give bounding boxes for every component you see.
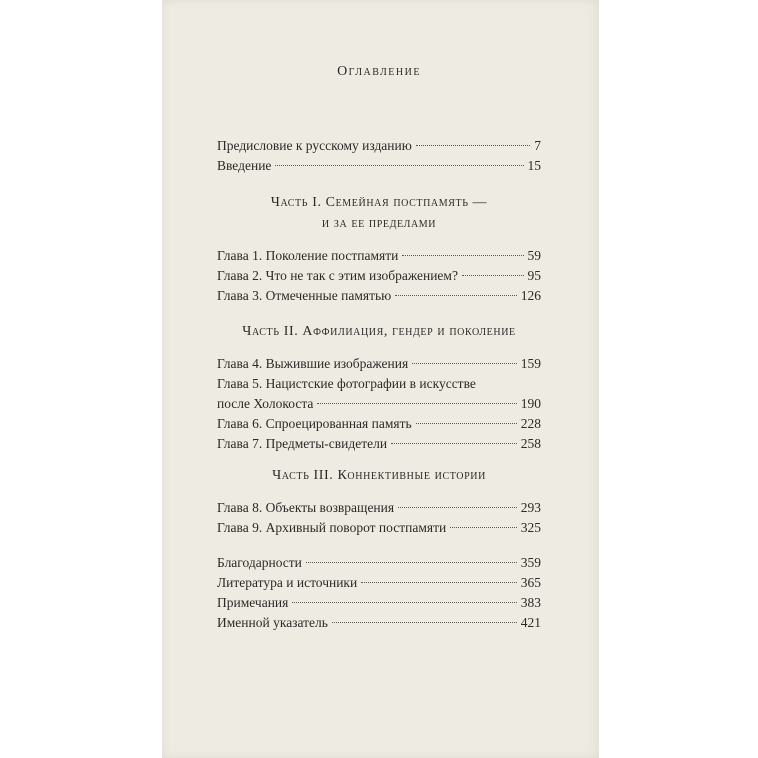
dot-leader [416,423,517,424]
toc-entry[interactable] [217,573,541,593]
part-1-chapter-list [217,246,541,306]
entry-page: 383 [520,595,541,610]
dot-leader [317,403,516,404]
entry-label: Глава 5. Нацистские фотографии в искусстве [217,376,476,391]
entry-page: 59 [527,248,541,263]
entry-label: Глава 1. Поколение постпамяти [217,248,399,263]
entry-page: 365 [520,575,541,590]
entry-label: Глава 8. Объекты возвращения [217,500,395,515]
entry-page: 325 [520,520,541,535]
dot-leader [450,527,517,528]
dot-leader [398,507,517,508]
entry-label: Глава 7. Предметы-свидетели [217,436,388,451]
entry-label: Предисловие к русскому изданию [217,138,412,153]
part-1-heading [217,192,541,234]
book-page [162,0,599,758]
part-3-heading [217,465,541,486]
front-matter-list [217,136,541,176]
toc-entry[interactable] [217,246,541,266]
toc-entry[interactable] [217,286,541,306]
dot-leader [395,295,517,296]
dot-leader [391,443,517,444]
dot-leader [416,145,530,146]
part-1-title-line-1: Часть I. Семейная постпамять — [270,195,488,210]
toc-entry-line-2[interactable] [217,394,541,414]
toc-entry[interactable] [217,613,541,633]
entry-page: 159 [520,356,541,371]
entry-label: Введение [217,158,272,173]
toc-entry[interactable] [217,136,541,156]
entry-label: Глава 2. Что не так с этим изображением? [217,268,458,283]
part-3-chapter-list [217,498,541,538]
entry-page: 126 [520,288,541,303]
entry-page: 359 [520,555,541,570]
part-2-chapter-list [217,354,541,454]
toc-entry[interactable] [217,518,541,538]
entry-label: Глава 6. Спроецированная память [217,416,412,431]
part-2-title-line-1: Часть II. Аффилиация, гендер и поколение [242,324,516,339]
part-2-heading [217,321,541,342]
dot-leader [292,602,516,603]
entry-page: 15 [527,158,541,173]
part-1-title-line-2: и за ее пределами [321,216,437,231]
entry-page: 190 [520,396,541,411]
toc-entry[interactable] [217,498,541,518]
toc-entry[interactable] [217,354,541,374]
toc-entry[interactable] [217,266,541,286]
dot-leader [462,275,524,276]
entry-page: 421 [520,615,541,630]
entry-label: Глава 9. Архивный поворот постпамяти [217,520,447,535]
dot-leader [402,255,523,256]
entry-page: 228 [520,416,541,431]
entry-label: Литература и источники [217,575,358,590]
entry-label: Именной указатель [217,615,328,630]
dot-leader [332,622,517,623]
toc-entry[interactable] [217,156,541,176]
entry-page: 293 [520,500,541,515]
entry-label: Примечания [217,595,289,610]
toc-title: Оглавление [337,64,421,79]
entry-label-continued: после Холокоста [217,396,314,411]
toc-entry[interactable] [217,434,541,454]
entry-label: Глава 4. Выжившие изображения [217,356,409,371]
back-matter-list [217,553,541,633]
dot-leader [361,582,517,583]
dot-leader [412,363,517,364]
dot-leader [306,562,517,563]
toc-entry[interactable] [217,553,541,573]
toc-entry[interactable] [217,593,541,613]
part-3-title-line-1: Часть III. Коннективные истории [272,468,486,483]
entry-page: 95 [527,268,541,283]
toc-entry[interactable] [217,414,541,434]
entry-page: 258 [520,436,541,451]
toc-entry-line-1[interactable] [217,374,541,394]
entry-label: Глава 3. Отмеченные памятью [217,288,392,303]
dot-leader [275,165,523,166]
entry-page: 7 [534,138,541,153]
entry-label: Благодарности [217,555,302,570]
